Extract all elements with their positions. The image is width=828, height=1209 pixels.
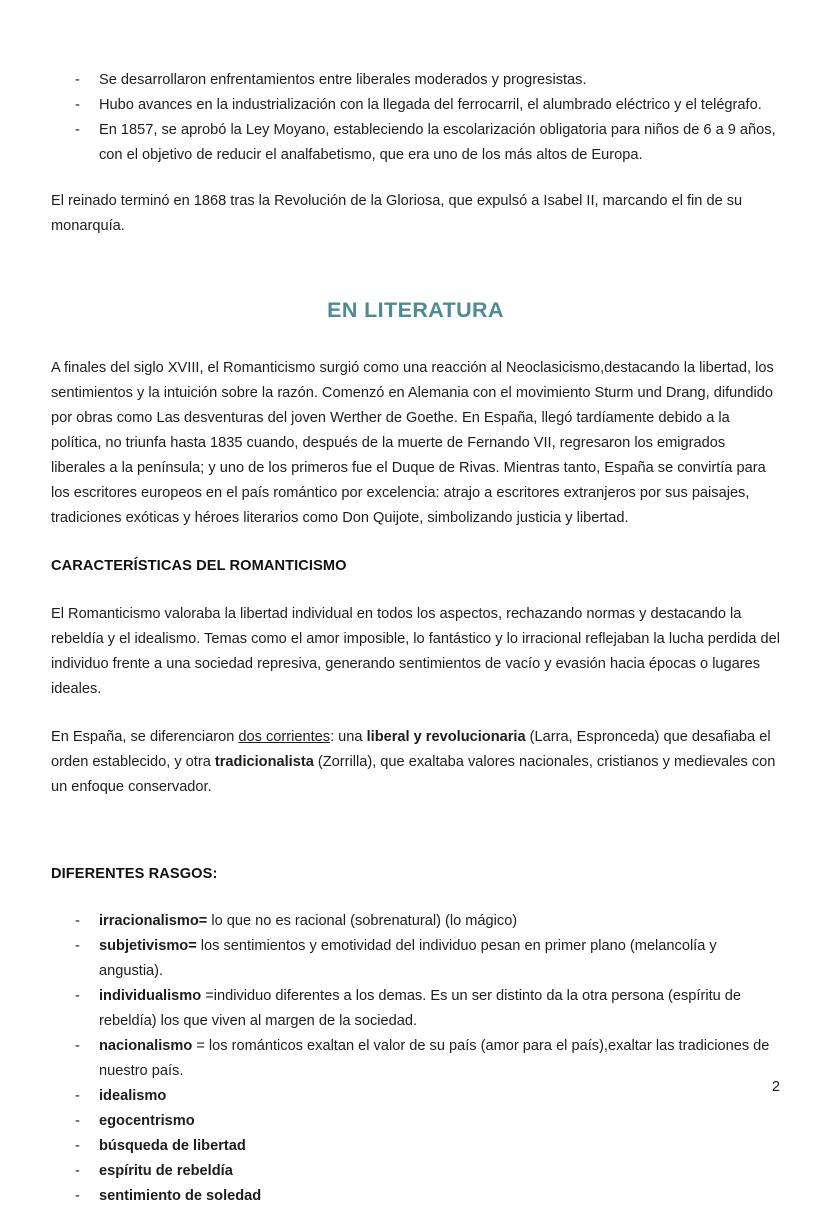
list-item: [51, 1109, 780, 1134]
list-item: [51, 118, 780, 168]
corrientes-paragraph: [51, 725, 780, 800]
spacer: [51, 531, 780, 554]
bullet-dash: -: [75, 97, 80, 113]
rasgo-term: egocentrismo: [99, 1113, 195, 1129]
spacer: [51, 239, 780, 296]
spacer: [51, 800, 780, 862]
page-number: 2: [771, 1079, 780, 1095]
spacer: [51, 887, 780, 909]
bullet-dash: -: [75, 988, 80, 1004]
list-item: [51, 934, 780, 984]
rasgo-description: los sentimientos y emotividad del individuo pesan en primer plano (melancolía y angustia).: [99, 938, 717, 979]
corrientes-text-part1: En España, se diferenciaron: [51, 729, 239, 745]
list-item-text: Hubo avances en la industrialización con la llegada del ferrocarril, el alumbrado eléctrico y el telégrafo.: [99, 97, 762, 113]
page-title: EN LITERATURA: [327, 298, 504, 322]
rasgo-description: = los románticos exaltan el valor de su país (amor para el país),exaltar las tradiciones de nuestro país.: [99, 1038, 770, 1079]
rasgo-description: =individuo diferentes a los demas. Es un ser distinto da la otra persona (espíritu de rebeldía) los que viven al margen de la sociedad.: [99, 988, 742, 1029]
bullet-dash: -: [75, 122, 80, 138]
rasgos-heading: DIFERENTES RASGOS:: [51, 866, 218, 882]
rasgo-term: espíritu de rebeldía: [99, 1163, 233, 1179]
rasgo-term: irracionalismo=: [99, 913, 208, 929]
spacer: [51, 168, 780, 189]
rasgo-term: subjetivismo=: [99, 938, 197, 954]
list-item-text: Se desarrollaron enfrentamientos entre liberales moderados y progresistas.: [99, 72, 587, 88]
bullet-dash: -: [75, 938, 80, 954]
list-item: [51, 1134, 780, 1159]
bullet-dash: -: [75, 913, 80, 929]
intro-paragraph: A finales del siglo XVIII, el Romanticismo surgió como una reacción al Neoclasicismo,destacando la libertad, los sentimientos y la intuición sobre la razón. Comenzó en Alemania con el movimiento Sturm und Drang, difundido por obras como Las desventuras del joven Werther de Goethe. En España, llegó tardíamente debido a la política, no triunfa hasta 1835 cuando, después de la muerte de Fernando VII, regresaron los emigrados liberales a la península; y uno de los primeros fue el Duque de Rivas. Mientras tanto, España se convirtía para los escritores europeos en el país romántico por excelencia: atrajo a escritores extranjeros por sus paisajes, tradiciones exóticas y héroes literarios como Don Quijote, simbolizando justicia y libertad.: [51, 360, 774, 526]
rasgo-term: individualismo: [99, 988, 202, 1004]
list-item: [51, 1184, 780, 1209]
top-spacer: [51, 0, 780, 68]
bullet-dash: -: [75, 1188, 80, 1204]
closing-paragraph: El reinado terminó en 1868 tras la Revolución de la Gloriosa, que expulsó a Isabel II, marcando el fin de su monarquía.: [51, 193, 743, 234]
rasgo-term: idealismo: [99, 1088, 167, 1104]
corrientes-text-part4: (Zorrilla), que exaltaba valores nacionales, cristianos y medievales con un enfoque conservador.: [51, 754, 776, 795]
rasgo-term: nacionalismo: [99, 1038, 193, 1054]
bullet-dash: -: [75, 1163, 80, 1179]
corrientes-underlined-term: dos corrientes: [238, 729, 331, 745]
caracteristicas-heading: CARACTERÍSTICAS DEL ROMANTICISMO: [51, 558, 347, 574]
rasgo-term: sentimiento de soledad: [99, 1188, 262, 1204]
rasgo-term: búsqueda de libertad: [99, 1138, 246, 1154]
spacer: [51, 324, 780, 356]
list-item: [51, 93, 780, 118]
list-item: [51, 1159, 780, 1184]
bullet-dash: -: [75, 1088, 80, 1104]
list-item: [51, 909, 780, 934]
list-item: [51, 68, 780, 93]
list-item: [51, 1084, 780, 1109]
list-item-text: En 1857, se aprobó la Ley Moyano, estableciendo la escolarización obligatoria para niños de 6 a 9 años, con el objetivo de reducir el analfabetismo, que era uno de los más altos de Europa.: [99, 122, 776, 163]
bullet-dash: -: [75, 72, 80, 88]
corrientes-text-part3: (Larra, Espronceda) que desafiaba el orden establecido, y otra: [51, 729, 771, 770]
bullet-dash: -: [75, 1113, 80, 1129]
page-content: [51, 0, 780, 1209]
list-item: [51, 1034, 780, 1084]
list-item: [51, 984, 780, 1034]
rasgo-description: lo que no es racional (sobrenatural) (lo mágico): [207, 913, 518, 929]
corrientes-text-part2: : una: [330, 729, 367, 745]
spacer: [51, 702, 780, 725]
bullet-dash: -: [75, 1138, 80, 1154]
top-bullet-list: [51, 68, 780, 168]
rasgos-bullet-list: [51, 909, 780, 1209]
caracteristicas-paragraph: El Romanticismo valoraba la libertad individual en todos los aspectos, rechazando normas y destacando la rebeldía y el idealismo. Temas como el amor imposible, lo fantástico y lo irracional reflejaban la lucha perdida del individuo frente a una sociedad represiva, generando sentimientos de vacío y evasión hacia épocas o lugares ideales.: [51, 606, 780, 697]
corrientes-bold-tradicionalista: tradicionalista: [214, 754, 314, 770]
corrientes-bold-liberal: liberal y revolucionaria: [366, 729, 526, 745]
spacer: [51, 579, 780, 602]
bullet-dash: -: [75, 1038, 80, 1054]
